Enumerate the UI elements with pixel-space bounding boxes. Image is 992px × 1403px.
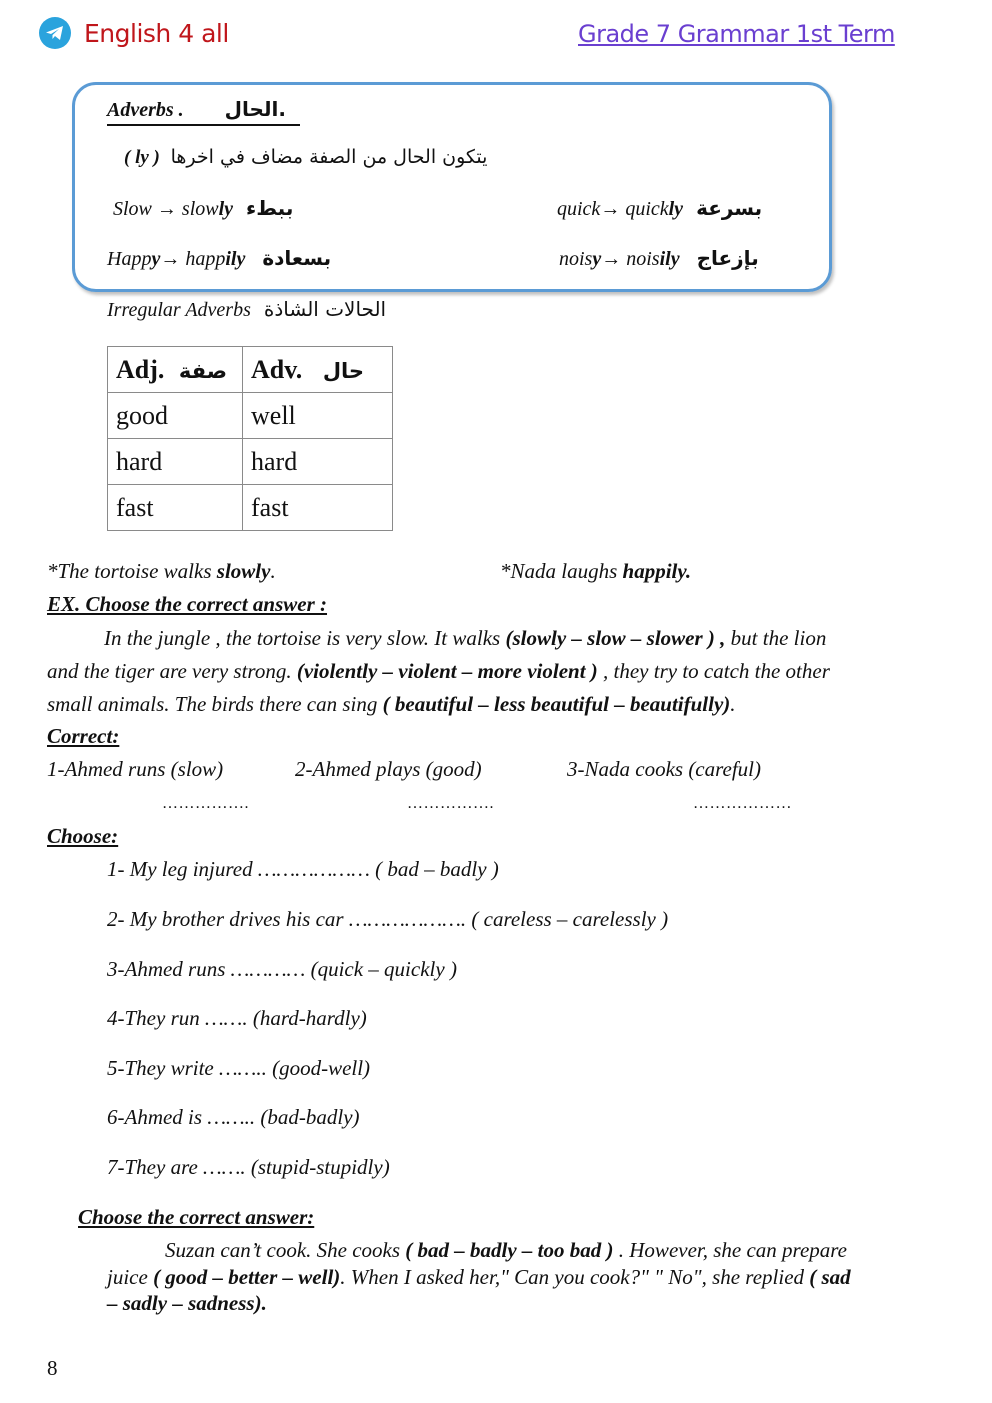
example-noisy: noisy→ noisily بإزعاج xyxy=(559,246,759,270)
formation-rule xyxy=(124,146,487,169)
correct-item: 3-Nada cooks (careful) xyxy=(567,757,762,781)
sample-sentence-1: *The tortoise walks slowly. xyxy=(47,559,276,583)
adverbs-heading xyxy=(107,97,300,126)
brand xyxy=(38,16,229,50)
arrow-icon: → xyxy=(160,248,181,270)
exercise2-line: – sadly – sadness). xyxy=(107,1291,267,1315)
choose-item: 1- My leg injured ……………… ( bad – badly ) xyxy=(107,857,499,881)
answer-blank: ……………… xyxy=(693,795,792,812)
exercise2-line: juice ( good – better – well). When I asked her," Can you cook?" " No", she replied ( sad xyxy=(107,1265,851,1289)
answer-blank: ……………. xyxy=(407,795,494,812)
choose-item: 5-They write …….. (good-well) xyxy=(107,1056,371,1080)
table-row xyxy=(108,485,393,531)
choose-title: Choose: xyxy=(47,824,119,848)
example-slow: Slow → slowly ببطء xyxy=(113,196,294,220)
exercise1-title: EX. Choose the correct answer : xyxy=(47,592,328,616)
choose-item: 2- My brother drives his car ………………. ( careless – carelessly ) xyxy=(107,907,669,931)
exercise1-line: and the tiger are very strong. (violently – violent – more violent ) , they try to catch the other xyxy=(47,659,830,683)
page-number: 8 xyxy=(47,1356,58,1380)
formation-ar: يتكون الحال من الصفة مضاف في اخرها xyxy=(170,146,488,168)
correct-title: Correct: xyxy=(47,724,120,748)
adverbs-heading-ar: الحال. xyxy=(224,97,286,121)
table-cell: good xyxy=(108,393,243,439)
adverbs-heading-en: Adverbs . xyxy=(107,99,184,121)
choose-item: 3-Ahmed runs ………… (quick – quickly ) xyxy=(107,957,457,981)
exercise1-line: In the jungle , the tortoise is very slow. It walks (slowly – slow – slower ) , but the lion xyxy=(104,626,827,650)
table-cell: hard xyxy=(108,439,243,485)
example-quick: quick→ quickly بسرعة xyxy=(557,196,763,220)
arrow-icon: → xyxy=(156,198,177,220)
table-cell: fast xyxy=(108,485,243,531)
formation-suffix: ( ly ) xyxy=(124,147,160,168)
brand-name: English 4 all xyxy=(84,18,229,48)
exercise2-line: Suzan can’t cook. She cooks ( bad – badly – too bad ) . However, she can prepare xyxy=(165,1238,847,1262)
table-header-row xyxy=(108,347,393,393)
table-cell: well xyxy=(243,393,393,439)
table-header-cell: Adv. حال xyxy=(243,347,393,393)
correct-item: 2-Ahmed plays (good) xyxy=(295,757,482,781)
table-cell: fast xyxy=(243,485,393,531)
table-row xyxy=(108,439,393,485)
table-row xyxy=(108,393,393,439)
choose-item: 7-They are ……. (stupid-stupidly) xyxy=(107,1155,390,1179)
exercise1-line: small animals. The birds there can sing ( beautiful – less beautiful – beautifully). xyxy=(47,692,736,716)
example-happy: Happy→ happily بسعادة xyxy=(107,246,332,270)
correct-item: 1-Ahmed runs (slow) xyxy=(47,757,224,781)
answer-blank: ……………. xyxy=(162,795,249,812)
arrow-icon: → xyxy=(601,248,622,270)
table-header-cell: Adj. صفة xyxy=(108,347,243,393)
irregular-heading: Irregular Adverbs الحالات الشاذة xyxy=(107,297,387,321)
telegram-icon xyxy=(38,16,72,50)
page-header-title: Grade 7 Grammar 1st Term xyxy=(578,20,895,48)
choose-item: 4-They run ……. (hard-hardly) xyxy=(107,1006,367,1030)
sample-sentence-2: *Nada laughs happily. xyxy=(500,559,692,583)
choose-item: 6-Ahmed is …….. (bad-badly) xyxy=(107,1105,360,1129)
arrow-icon: → xyxy=(600,198,621,220)
table-cell: hard xyxy=(243,439,393,485)
exercise2-title: Choose the correct answer: xyxy=(78,1205,315,1229)
irregular-adverbs-table xyxy=(107,346,393,531)
